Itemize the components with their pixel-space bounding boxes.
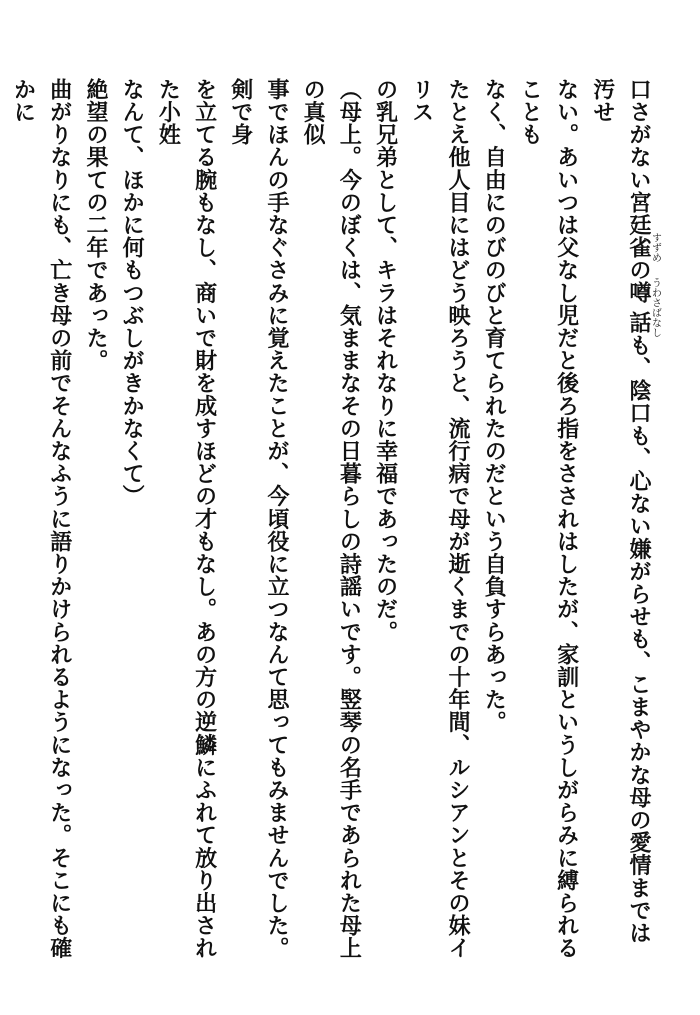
text-run: を立てる腕もなし、商いで財を成すほどの才もなし。あの方の逆鱗にふれて放り出された小姓 [155,78,218,960]
text-line-9 [114,78,150,963]
ruby-reading: うわさばなし [649,277,661,338]
text-line-2 [512,78,584,963]
text-line-1 [585,78,660,963]
text-line-12 [0,78,5,963]
text-run: ない。あいつは父なし児だと後ろ指をさされはしたが、家訓というしがらみに縛られることも [517,78,580,960]
text-line-10 [78,78,114,963]
text-run: 絶望の果ての二年であった。 [82,78,109,372]
text-run: 口さがない宮廷 [626,78,652,237]
text-line-4 [404,78,476,963]
text-run: の乳兄弟として、キラはそれなりに幸福であったのだ。 [372,78,399,643]
text-run: なんて、ほかに何もつぶしがきかなくて） [119,78,146,508]
ruby-suzume [626,232,661,263]
text-run: （母上。今のぼくは、気ままなその日暮らしの詩謡いです。竪琴の名手であられた母上の真似 [300,78,363,960]
ruby-base: 雀 [626,232,652,263]
text-run: 曲がりなりにも、亡き母の前でそんなふうに語りかけられるようになった。そこにも確かに [10,78,73,960]
text-line-5 [367,78,403,963]
text-run: の [626,258,652,282]
text-run: たとえ他人目にはどう映ろうと、流行病で母が逝くまでの十年間、ルシアンとその妹イリス [408,78,471,960]
vertical-text-block [0,78,660,963]
ruby-base: 噂話 [626,277,652,338]
text-run: も、陰口も、心ない嫌がらせも、こまやかな母の愛情までは汚せ [589,78,652,945]
ruby-reading: すずめ [649,232,661,263]
text-run: 事でほんの手なぐさみに覚えたことが、今頃役に立つなんて思ってもみませんでした。剣で身 [227,78,290,960]
text-line-8 [150,78,222,963]
text-line-11 [5,78,77,963]
text-line-3 [476,78,512,963]
ruby-uwasabanashi [626,277,661,338]
text-run: なく、自由にのびのびと育てられたのだという自負すらあった。 [481,78,508,734]
text-line-7 [223,78,295,963]
text-line-6 [295,78,367,963]
